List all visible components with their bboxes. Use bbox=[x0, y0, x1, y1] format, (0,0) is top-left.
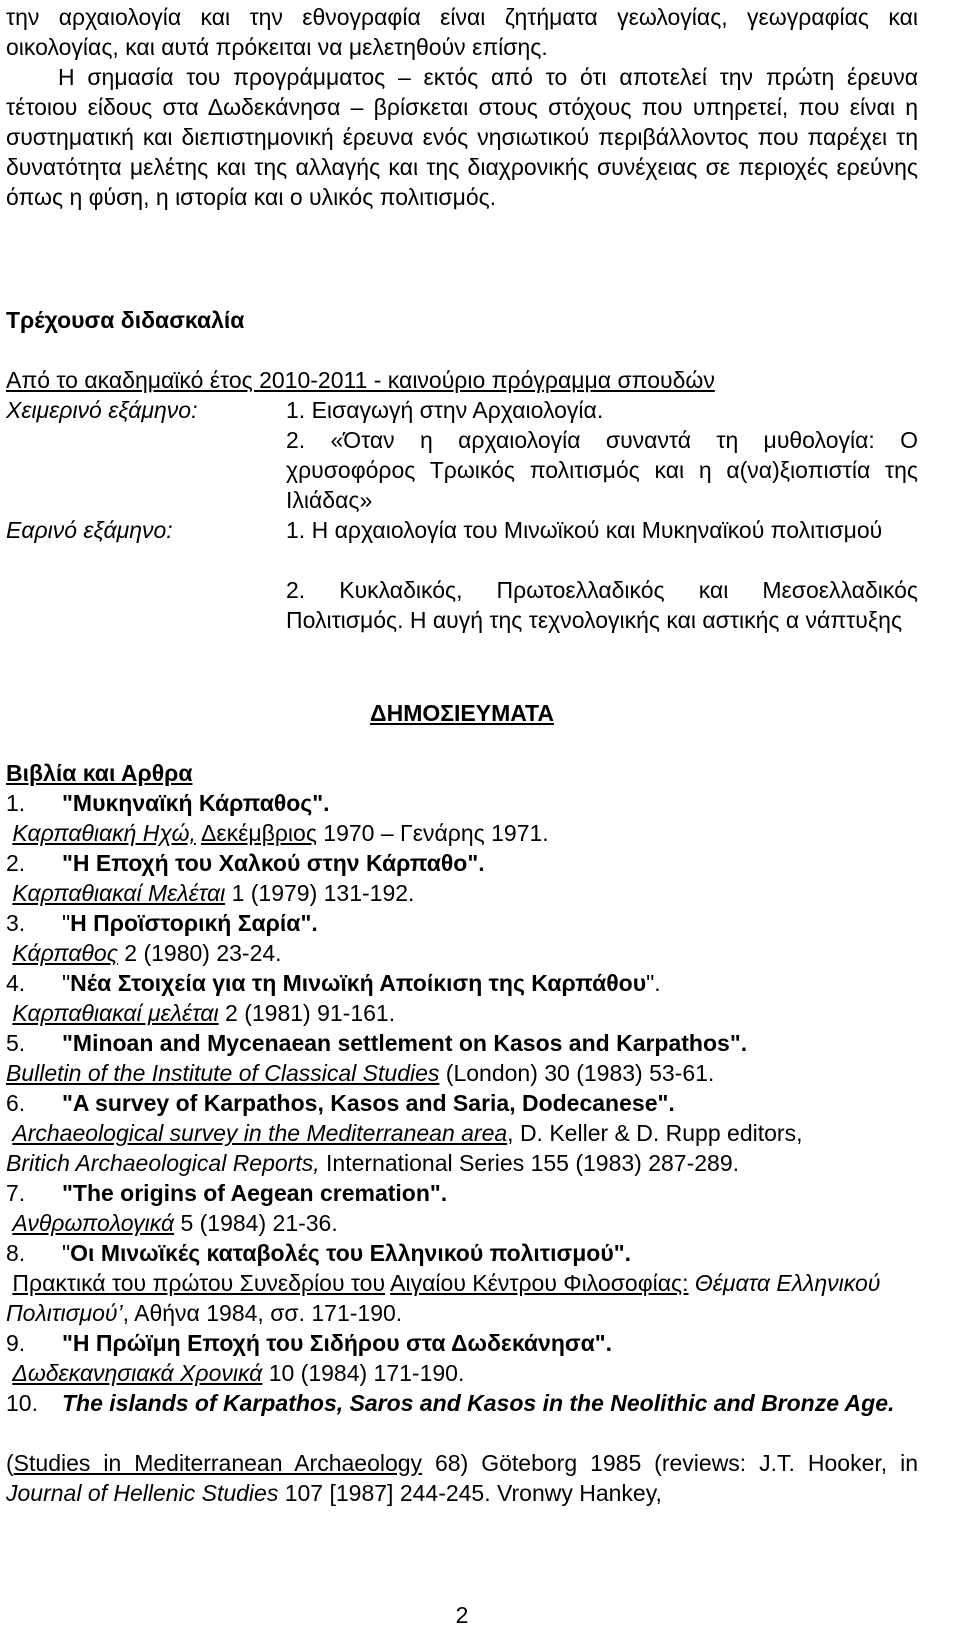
publication-title-5: 5. "Minoan and Mycenaean settlement on Kasos and Karpathos". bbox=[6, 1030, 748, 1056]
publication-title-9: 9. "Η Πρώϊμη Εποχή του Σιδήρου στα Δωδεκάνησα". bbox=[6, 1330, 613, 1356]
spring-course-2: 2. Κυκλαδικός, Πρωτοελλαδικός και Μεσοελλαδικός Πολιτισμός. Η αυγή της τεχνολογικής και αστικής α νάπτυξης bbox=[286, 577, 918, 633]
publication-source-2: Καρπαθιακαί Μελέται 1 (1979) 131-192. bbox=[12, 880, 415, 906]
publication-title-text: "Μυκηναϊκή Κάρπαθος". bbox=[62, 790, 330, 816]
spring-course-1: 1. Η αρχαιολογία του Μινωϊκού και Μυκηναϊκού πολιτισμού bbox=[286, 517, 883, 543]
teaching-heading: Τρέχουσα διδασκαλία bbox=[6, 307, 245, 333]
publication-title-10: 10. The islands of Karpathos, Saros and Kasos in the Neolithic and Bronze Age. bbox=[6, 1390, 895, 1416]
winter-course-2: 2. «Όταν η αρχαιολογία συναντά τη μυθολογία: Ο χρυσοφόρος Τρωικός πολιτισμός και η α(να)ξιοπιστία της Ιλιάδας» bbox=[286, 427, 918, 513]
publication-title-8: 8. "Οι Μινωϊκές καταβολές του Ελληνικού πολιτισμού". bbox=[6, 1240, 632, 1266]
publications-heading: ΔΗΜΟΣΙΕΥΜΑΤΑ bbox=[370, 700, 554, 726]
publication-source-6: Archaeological survey in the Mediterranean area, D. Keller & D. Rupp editors, Britich Archaeological Reports, International Series 155 (1983) 287-289. bbox=[6, 1120, 803, 1176]
publication-source-4: Καρπαθιακαί μελέται 2 (1981) 91-161. bbox=[12, 1000, 396, 1026]
publication-source-8: Πρακτικά του πρώτου Συνεδρίου του Αιγαίου Κέντρου Φιλοσοφίας: Θέματα Ελληνικού Πολιτισμού’, Αθήνα 1984, σσ. 171-190. bbox=[6, 1270, 881, 1326]
publication-source-9: Δωδεκανησιακά Χρονικά 10 (1984) 171-190. bbox=[12, 1360, 465, 1386]
winter-semester-label: Χειμερινό εξάμηνο: bbox=[6, 397, 198, 423]
publication-title-7: 7. "The origins of Aegean cremation". bbox=[6, 1180, 448, 1206]
intro-paragraph-2: Η σημασία του προγράμματος – εκτός από το ότι αποτελεί την πρώτη έρευνα τέτοιου είδους στα Δωδεκάνησα – βρίσκεται στους στόχους που υπηρετεί, που είναι η συστηματική και διεπιστημονική έρευνα ενός νησιωτικού περιβάλλοντος που παρέχει τη δυνατότητα μελέτης και της αλλαγής και της διαχρονικής συνέχειας σε περιοχές ερεύνης όπως η φύση, η ιστορία και ο υλικός πολιτισμός. bbox=[6, 64, 918, 210]
publication-title-3: 3. "Η Προϊστορική Σαρία". bbox=[6, 910, 318, 936]
spring-semester-label: Εαρινό εξάμηνο: bbox=[6, 517, 173, 543]
publication-title-1 bbox=[6, 788, 918, 818]
publication-title-2: 2. "Η Εποχή του Χαλκού στην Κάρπαθο". bbox=[6, 850, 485, 876]
publication-title-6: 6. "A survey of Karpathos, Kasos and Saria, Dodecanese". bbox=[6, 1090, 675, 1116]
publication-source-3: Κάρπαθος 2 (1980) 23-24. bbox=[12, 940, 282, 966]
books-articles-heading: Βιβλία και Αρθρα bbox=[6, 760, 193, 786]
publication-title-4: 4. "Νέα Στοιχεία για τη Μινωϊκή Αποίκιση της Καρπάθου". bbox=[6, 970, 661, 996]
page-number: 2 bbox=[455, 1602, 469, 1628]
academic-year-line: Από το ακαδημαϊκό έτος 2010-2011 - καινούριο πρόγραμμα σπουδών bbox=[6, 367, 715, 393]
intro-paragraph-1: την αρχαιολογία και την εθνογραφία είναι ζητήματα γεωλογίας, γεωγραφίας και οικολογίας, και αυτά πρόκειται να μελετηθούν επίσης. bbox=[6, 4, 918, 60]
publication-source-7: Ανθρωπολογικά 5 (1984) 21-36. bbox=[12, 1210, 338, 1236]
publication-source-5: Bulletin of the Institute of Classical Studies (London) 30 (1983) 53-61. bbox=[6, 1060, 715, 1086]
publication-number: 1. bbox=[6, 790, 26, 816]
winter-course-1: 1. Εισαγωγή στην Αρχαιολογία. bbox=[286, 397, 604, 423]
publication-source-1: Καρπαθιακή Ηχώ, Δεκέμβριος 1970 – Γενάρης 1971. bbox=[12, 820, 549, 846]
publication-source-10: (Studies in Mediterranean Archaeology 68) Göteborg 1985 (reviews: J.T. Hooker, in Journal of Hellenic Studies 107 [1987] 244-245. Vronwy Hankey, bbox=[6, 1450, 919, 1506]
